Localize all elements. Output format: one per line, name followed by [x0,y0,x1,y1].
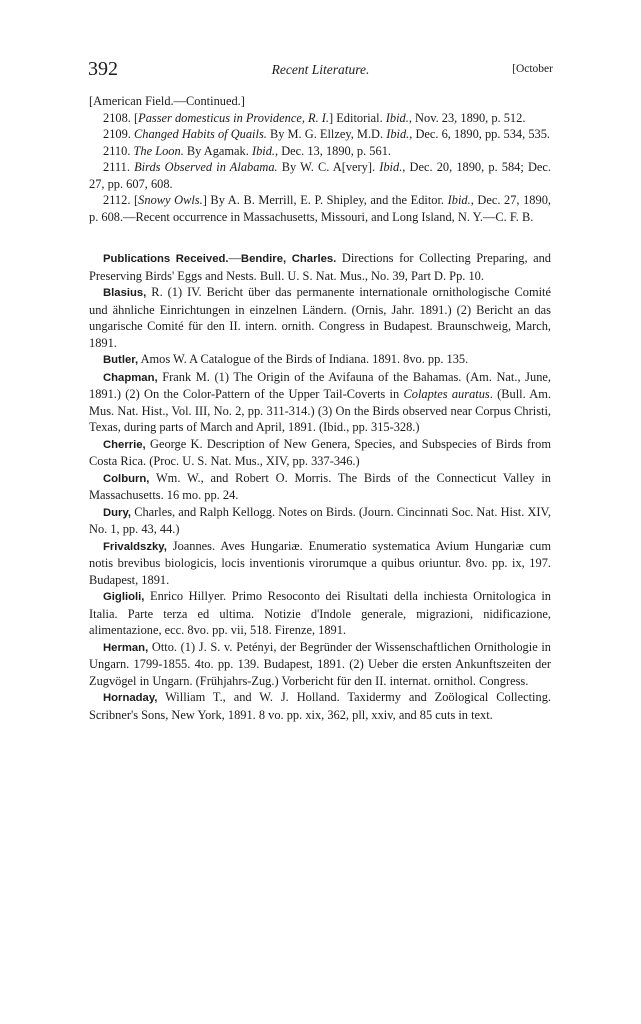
publication-entry: Publications Received.—Bendire, Charles. Directions for Collecting Preparing, and Preserving Birds' Eggs and Nests. Bull. U. S. Nat. Mus., No. 39, Part D. Pp. 10. [89,251,551,283]
entry-citation: , Dec. 6, 1890, pp. 534, 535. [409,127,551,141]
publication-text: R. (1) IV. Bericht über das permanente internationale ornithologische Comité und ähnliche Einrichtungen in einzelnen Ländern. (Ornis, Jahr. 1891.) (2) Bericht an das ungarische Comité für den II. intern. ornith. Congress in Budapest. Braunschweig, March, 1891. [89,285,551,350]
field-entry [89,192,551,225]
publication-text: Amos W. A Catalogue of the Birds of Indiana. 1891. 8vo. pp. 135. [138,352,469,366]
publication-author: Hornaday, [103,692,158,704]
publication-text: George K. Description of New Genera, Species, and Subspecies of Birds from Costa Rica. (Proc. U. S. Nat. Mus., XIV, pp. 337-346.) [89,436,551,468]
publication-text-cont: . (Bull. Am. Mus. Nat. Hist., Vol. III, No. 2, pp. 311-314.) (3) On the Birds observed near Corpus Christi, Texas, during parts of March and April, 1891. (Ibid., pp. 315-328.) [89,387,551,434]
publication-entry [89,689,551,723]
entry-number: 2109. [103,127,131,141]
entry-title: Birds Observed in Alabama. [134,160,278,174]
entry-ibid: Ibid. [386,127,410,141]
entry-number: 2111. [103,160,130,174]
publication-entry [89,588,551,639]
running-title: Recent Literature. [271,62,370,77]
publication-text: Joannes. Aves Hungariæ. Enumeratio systematica Avium Hungariæ cum notis brevibus biologicis, locis inventionis virorumque a quibus oriuntur. 8vo. pp. ix, 197. Budapest, 1891. [89,538,551,587]
publication-text: Enrico Hillyer. Primo Resoconto dei Risultati della inchiesta Ornitologica in Italia. Parte terza ed ultima. Notizie d'Indole generale, migrazioni, nidificazione, alimentazione, ecc. 8vo. pp. vii, 518. Firenze, 1891. [89,589,551,637]
publication-author: Dury, [103,506,132,519]
running-month: [October [512,63,553,75]
running-head [0,58,641,82]
entry-number: 2112. [103,193,131,207]
page-body [89,93,551,723]
entry-title: Passer domesticus in Providence, R. I. [138,110,330,125]
entry-citation: , Nov. 23, 1890, p. 512. [408,110,526,125]
publication-author: Butler, [103,354,139,366]
entry-ibid: Ibid. [447,193,471,207]
entry-author: By M. G. Ellzey, M.D. [266,127,387,141]
publication-entry [89,351,551,369]
field-entry [89,143,551,160]
entry-citation: , Dec. 27, 1890, p. 608.—Recent occurrence in Massachusetts, Missouri, and Long Island, N. Y.—C. F. B. [89,193,551,224]
publications-list [89,250,551,723]
publication-entry [89,436,551,470]
entry-author: ] Editorial. [329,110,386,125]
publication-text: Wm. W., and Robert O. Morris. The Birds of the Connecticut Valley in Massachusetts. 16 mo. pp. 24. [89,470,551,502]
entry-ibid: Ibid. [385,110,409,125]
field-entry [89,126,551,143]
publication-author: Cherrie, [103,438,146,451]
publication-entry [89,639,551,690]
section-spacer [89,225,551,250]
publication-author: Herman, [103,641,149,654]
entry-author: ] By A. B. Merrill, E. P. Shipley, and the Editor. [202,193,448,207]
publication-italic: Colaptes auratus [403,387,490,401]
american-field-list [89,110,551,226]
entry-number: 2110. [103,143,131,158]
publication-entry [89,504,551,538]
entry-author: By W. C. A[very]. [277,160,380,174]
field-entry [89,159,551,192]
publication-author: Chapman, [103,371,158,384]
publication-author: Giglioli, [103,591,145,603]
publication-text: Charles, and Ralph Kellogg. Notes on Birds. (Journ. Cincinnati Soc. Nat. Hist. XIV, No. 1, pp. 43, 44.) [89,504,551,536]
entry-title: Snowy Owls. [138,193,203,207]
publications-heading: Publications Received. [103,253,229,265]
publication-author: Colburn, [103,472,150,485]
publication-entry [89,538,551,589]
publication-entry [89,284,551,351]
publication-text: Directions for Collecting Preparing, and Preserving Birds' Eggs and Nests. Bull. U. S. Nat. Mus., No. 39, Part D. Pp. 10. [89,251,551,283]
entry-bracket: [ [134,193,139,207]
entry-bracket: [ [134,110,139,125]
entry-author: By Agamak. [183,143,252,158]
publication-entry [89,369,551,436]
entry-title: Changed Habits of Quails. [134,127,267,141]
publication-entry [89,470,551,504]
publication-author: Bendire, Charles. [240,253,337,265]
continued-line: [American Field.—Continued.] [89,94,245,108]
entry-citation: , Dec. 13, 1890, p. 561. [275,143,391,158]
publication-text: Otto. (1) J. S. v. Petényi, der Begründer der Wissenschaftlichen Ornithologie in Ungarn. 1799-1855. 4to. pp. 139. Budapest, 1891. (2) Ueber die ersten Ankunftszeiten der Zugvögel in Ungarn. (Frühjahrs-Zug.) Vorbericht für den II. internat. ornithol. Congress. [89,639,551,688]
page-number: 392 [88,58,118,80]
entry-title: The Loon. [133,143,184,158]
entry-ibid: Ibid. [251,143,276,158]
entry-citation: , Dec. 20, 1890, p. 584; Dec. 27, pp. 607, 608. [89,160,551,191]
publication-author: Frivaldszky, [103,540,167,553]
publication-text: Frank M. (1) The Origin of the Avifauna of the Bahamas. (Am. Nat., June, 1891.) (2) On the Color-Pattern of the Upper Tail-Coverts in [89,369,551,401]
entry-number: 2108. [103,110,131,125]
publication-author: Blasius, [103,287,147,299]
publication-text: William T., and W. J. Holland. Taxidermy and Zoölogical Collecting. Scribner's Sons, New York, 1891. 8 vo. pp. xix, 362, pll, xxiv, and 85 cuts in text. [89,690,551,722]
field-entry [89,110,551,127]
entry-ibid: Ibid. [379,160,403,174]
